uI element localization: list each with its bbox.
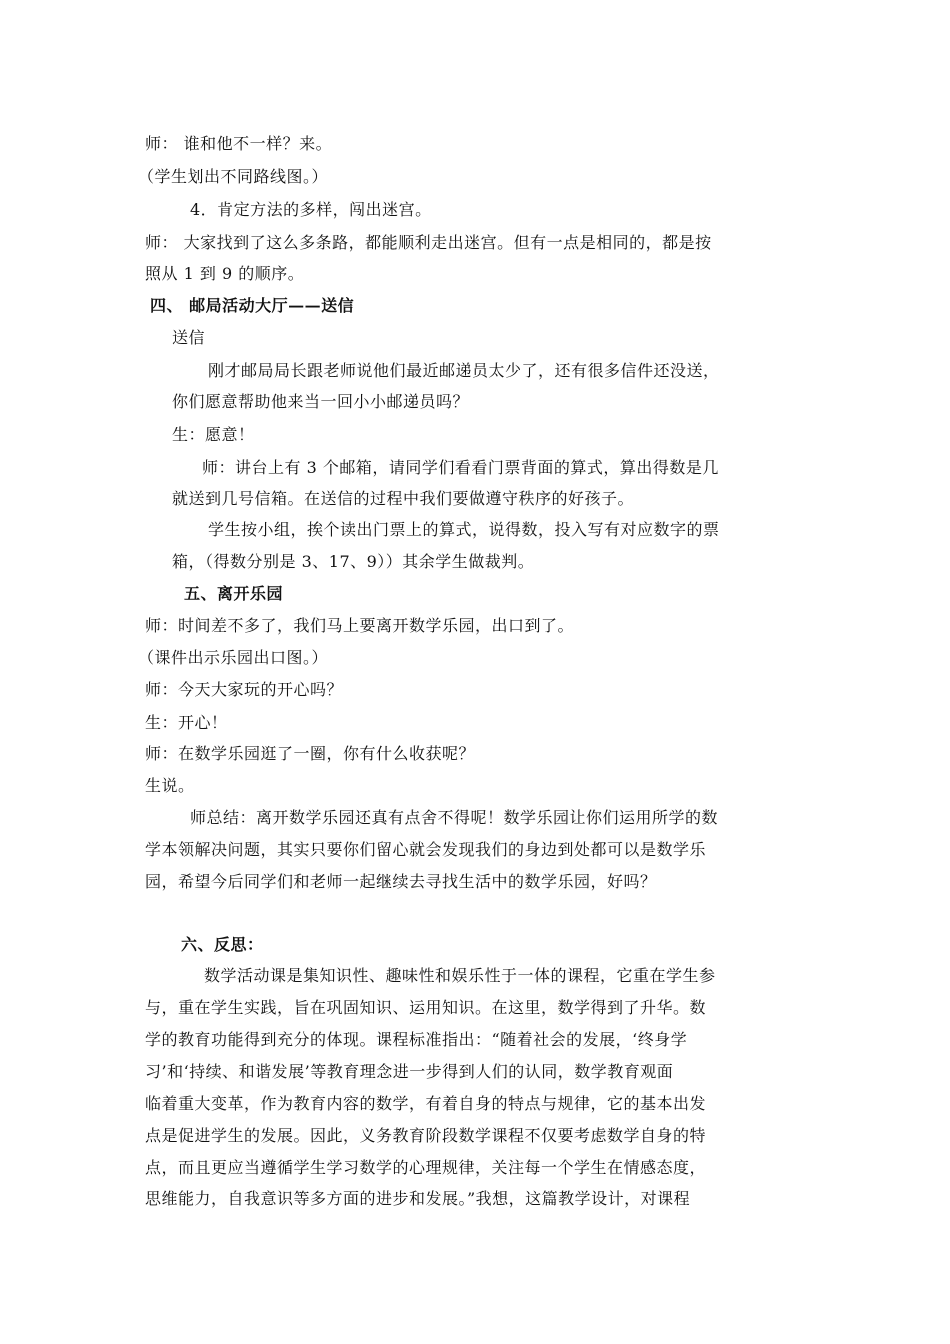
section-heading: 六、反思： bbox=[181, 935, 264, 954]
text-line: 生：开心！ bbox=[145, 713, 228, 732]
text-line: 思维能力，自我意识等多方面的进步和发展。”我想，这篇教学设计，对课程 bbox=[145, 1189, 691, 1208]
text-line: 点，而且更应当遵循学生学习数学的心理规律，关注每一个学生在情感态度， bbox=[145, 1158, 707, 1177]
text-line: 师： 大家找到了这么多条路，都能顺利走出迷宫。但有一点是相同的，都是按 bbox=[145, 233, 712, 252]
text-line: 你们愿意帮助他来当一回小小邮递员吗？ bbox=[172, 392, 470, 411]
text-line: 刚才邮局局长跟老师说他们最近邮递员太少了，还有很多信件还没送， bbox=[208, 361, 720, 380]
text-line: 箱，（得数分别是 3、17、9））其余学生做裁判。 bbox=[172, 552, 535, 571]
text-line: 师：在数学乐园逛了一圈，你有什么收获呢？ bbox=[145, 744, 476, 763]
text-line: 4．肯定方法的多样，闯出迷宫。 bbox=[190, 200, 432, 219]
text-line: 照从 1 到 9 的顺序。 bbox=[145, 264, 305, 283]
text-line: 师：今天大家玩的开心吗？ bbox=[145, 680, 344, 699]
text-line: 师总结：离开数学乐园还真有点舍不得呢！数学乐园让你们运用所学的数 bbox=[190, 808, 719, 827]
text-line: 与，重在学生实践，旨在巩固知识、运用知识。在这里，数学得到了升华。数 bbox=[145, 998, 707, 1017]
section-heading: 四、 邮局活动大厅——送信 bbox=[150, 296, 355, 315]
text-line: 学的教育功能得到充分的体现。课程标准指出：“随着社会的发展，‘终身学 bbox=[145, 1030, 688, 1049]
text-line: （课件出示乐园出口图。） bbox=[138, 648, 329, 667]
text-line: 点是促进学生的发展。因此，义务教育阶段数学课程不仅要考虑数学自身的特 bbox=[145, 1126, 707, 1145]
text-line: 生：愿意！ bbox=[172, 425, 255, 444]
text-line: （学生划出不同路线图。） bbox=[138, 167, 329, 186]
text-line: 就送到几号信箱。在送信的过程中我们要做遵守秩序的好孩子。 bbox=[172, 489, 635, 508]
text-line: 师：讲台上有 3 个邮箱，请同学们看看门票背面的算式，算出得数是几 bbox=[202, 458, 719, 477]
text-line: 学本领解决问题，其实只要你们留心就会发现我们的身边到处都可以是数学乐 bbox=[145, 840, 707, 859]
text-line: 数学活动课是集知识性、趣味性和娱乐性于一体的课程，它重在学生参 bbox=[204, 966, 716, 985]
text-line: 生说。 bbox=[145, 776, 195, 795]
section-heading: 五、离开乐园 bbox=[184, 584, 284, 603]
text-line: 送信 bbox=[172, 328, 206, 347]
text-line: 习’和‘持续、和谐发展’等教育理念进一步得到人们的认同，数学教育观面 bbox=[145, 1062, 674, 1081]
text-line: 园，希望今后同学们和老师一起继续去寻找生活中的数学乐园，好吗？ bbox=[145, 872, 657, 891]
text-line: 学生按小组，挨个读出门票上的算式，说得数，投入写有对应数字的票 bbox=[208, 520, 720, 539]
text-line: 师：时间差不多了，我们马上要离开数学乐园，出口到了。 bbox=[145, 616, 575, 635]
text-line: 师： 谁和他不一样？来。 bbox=[145, 134, 333, 153]
text-line: 临着重大变革，作为教育内容的数学，有着自身的特点与规律，它的基本出发 bbox=[145, 1094, 707, 1113]
